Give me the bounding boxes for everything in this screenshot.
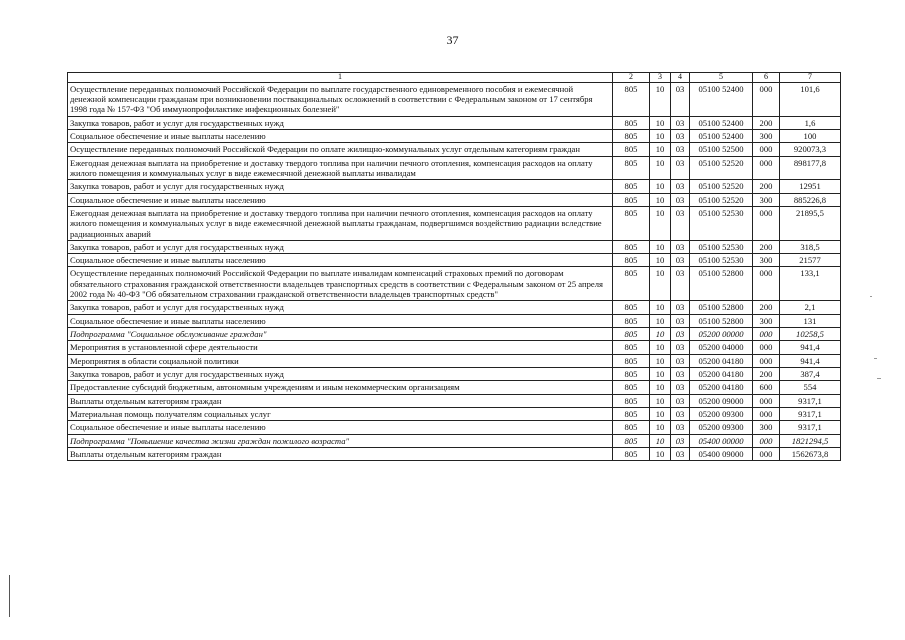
expense-type-cell: 300 <box>753 130 780 143</box>
amount-cell: 100 <box>780 130 841 143</box>
row-name-cell: Ежегодная денежная выплата на приобретение и доставку твердого топлива при наличии печного отопления, компенсация расходов на оплату жилого помещения и коммунальных услуг в виде ежемесячной денежной выплаты инвалидам <box>68 156 613 180</box>
grbs-code-cell: 805 <box>613 421 650 434</box>
subsection-code-cell: 03 <box>671 267 690 301</box>
grbs-code-cell: 805 <box>613 240 650 253</box>
target-article-cell: 05100 52800 <box>690 301 753 314</box>
subsection-code-cell: 03 <box>671 328 690 341</box>
table-row <box>68 156 841 180</box>
table-row <box>68 240 841 253</box>
target-article-cell: 05200 04180 <box>690 381 753 394</box>
subsection-code-cell: 03 <box>671 367 690 380</box>
amount-cell: 941,4 <box>780 354 841 367</box>
row-name-cell: Закупка товаров, работ и услуг для государственных нужд <box>68 240 613 253</box>
section-code-cell: 10 <box>650 407 671 420</box>
header-cell: 4 <box>671 73 690 83</box>
row-name-cell: Осуществление переданных полномочий Российской Федерации по выплате инвалидам компенсаций страховых премий по договорам обязательного страхования гражданской ответственности владельцев транспортных средств в соответствии с Федеральным законом от 25 апреля 2002 года № 40-ФЗ "Об обязательном страховании гражданской ответственности владельцев транспортных средств" <box>68 267 613 301</box>
section-code-cell: 10 <box>650 267 671 301</box>
subsection-code-cell: 03 <box>671 116 690 129</box>
section-code-cell: 10 <box>650 254 671 267</box>
amount-cell: 9317,1 <box>780 394 841 407</box>
table-row <box>68 421 841 434</box>
grbs-code-cell: 805 <box>613 367 650 380</box>
section-code-cell: 10 <box>650 367 671 380</box>
target-article-cell: 05200 09000 <box>690 394 753 407</box>
section-code-cell: 10 <box>650 314 671 327</box>
subsection-code-cell: 03 <box>671 394 690 407</box>
subsection-code-cell: 03 <box>671 193 690 206</box>
table-row <box>68 82 841 116</box>
scan-speck <box>874 358 877 359</box>
subsection-code-cell: 03 <box>671 254 690 267</box>
expense-type-cell: 200 <box>753 116 780 129</box>
row-name-cell: Мероприятия в области социальной политики <box>68 354 613 367</box>
amount-cell: 1562673,8 <box>780 447 841 460</box>
table-row <box>68 447 841 460</box>
amount-cell: 920073,3 <box>780 143 841 156</box>
row-name-cell: Закупка товаров, работ и услуг для государственных нужд <box>68 180 613 193</box>
expense-type-cell: 200 <box>753 301 780 314</box>
section-code-cell: 10 <box>650 341 671 354</box>
row-name-cell: Закупка товаров, работ и услуг для государственных нужд <box>68 367 613 380</box>
target-article-cell: 05100 52400 <box>690 82 753 116</box>
section-code-cell: 10 <box>650 447 671 460</box>
subsection-code-cell: 03 <box>671 240 690 253</box>
amount-cell: 387,4 <box>780 367 841 380</box>
row-name-cell: Ежегодная денежная выплата на приобретение и доставку твердого топлива при наличии печного отопления, компенсация расходов на оплату жилого помещения и коммунальных услуг в виде ежемесячной денежной выплаты гражданам, подвергшимся воздействию радиации вследствие радиационных аварий <box>68 206 613 240</box>
row-name-cell: Мероприятия в установленной сфере деятельности <box>68 341 613 354</box>
expense-type-cell: 000 <box>753 447 780 460</box>
row-name-cell: Социальное обеспечение и иные выплаты населению <box>68 314 613 327</box>
grbs-code-cell: 805 <box>613 341 650 354</box>
table-row <box>68 130 841 143</box>
expense-type-cell: 300 <box>753 421 780 434</box>
amount-cell: 318,5 <box>780 240 841 253</box>
section-code-cell: 10 <box>650 381 671 394</box>
target-article-cell: 05200 04000 <box>690 341 753 354</box>
target-article-cell: 05400 09000 <box>690 447 753 460</box>
subsection-code-cell: 03 <box>671 130 690 143</box>
row-name-cell: Выплаты отдельным категориям граждан <box>68 394 613 407</box>
target-article-cell: 05100 52520 <box>690 193 753 206</box>
subsection-code-cell: 03 <box>671 82 690 116</box>
section-code-cell: 10 <box>650 143 671 156</box>
expense-type-cell: 200 <box>753 367 780 380</box>
table-header-row <box>68 73 841 83</box>
grbs-code-cell: 805 <box>613 254 650 267</box>
subsection-code-cell: 03 <box>671 381 690 394</box>
table-row <box>68 180 841 193</box>
grbs-code-cell: 805 <box>613 447 650 460</box>
subsection-code-cell: 03 <box>671 354 690 367</box>
section-code-cell: 10 <box>650 421 671 434</box>
row-name-cell: Социальное обеспечение и иные выплаты населению <box>68 193 613 206</box>
target-article-cell: 05100 52530 <box>690 240 753 253</box>
scan-speck <box>870 296 872 297</box>
subsection-code-cell: 03 <box>671 206 690 240</box>
header-cell: 2 <box>613 73 650 83</box>
table-row <box>68 367 841 380</box>
row-name-cell: Осуществление переданных полномочий Российской Федерации по оплате жилищно-коммунальных услуг отдельным категориям граждан <box>68 143 613 156</box>
grbs-code-cell: 805 <box>613 354 650 367</box>
expense-type-cell: 600 <box>753 381 780 394</box>
section-code-cell: 10 <box>650 206 671 240</box>
expense-type-cell: 000 <box>753 328 780 341</box>
budget-table <box>67 72 841 461</box>
amount-cell: 941,4 <box>780 341 841 354</box>
subsection-code-cell: 03 <box>671 421 690 434</box>
row-name-cell: Закупка товаров, работ и услуг для государственных нужд <box>68 301 613 314</box>
subsection-code-cell: 03 <box>671 407 690 420</box>
table-row <box>68 254 841 267</box>
row-name-cell: Социальное обеспечение и иные выплаты населению <box>68 254 613 267</box>
expense-type-cell: 200 <box>753 240 780 253</box>
grbs-code-cell: 805 <box>613 143 650 156</box>
target-article-cell: 05200 04180 <box>690 354 753 367</box>
row-name-cell: Подпрограмма "Социальное обслуживание граждан" <box>68 328 613 341</box>
amount-cell: 885226,8 <box>780 193 841 206</box>
target-article-cell: 05200 00000 <box>690 328 753 341</box>
section-code-cell: 10 <box>650 130 671 143</box>
section-code-cell: 10 <box>650 354 671 367</box>
header-cell: 7 <box>780 73 841 83</box>
grbs-code-cell: 805 <box>613 193 650 206</box>
section-code-cell: 10 <box>650 301 671 314</box>
target-article-cell: 05100 52400 <box>690 116 753 129</box>
target-article-cell: 05200 09300 <box>690 421 753 434</box>
expense-type-cell: 000 <box>753 82 780 116</box>
expense-type-cell: 300 <box>753 254 780 267</box>
table-row <box>68 267 841 301</box>
table-row <box>68 407 841 420</box>
table-row <box>68 341 841 354</box>
subsection-code-cell: 03 <box>671 180 690 193</box>
grbs-code-cell: 805 <box>613 180 650 193</box>
row-name-cell: Подпрограмма "Повышение качества жизни граждан пожилого возраста" <box>68 434 613 447</box>
table-row <box>68 314 841 327</box>
amount-cell: 2,1 <box>780 301 841 314</box>
expense-type-cell: 000 <box>753 434 780 447</box>
grbs-code-cell: 805 <box>613 301 650 314</box>
table-row <box>68 143 841 156</box>
amount-cell: 131 <box>780 314 841 327</box>
section-code-cell: 10 <box>650 82 671 116</box>
expense-type-cell: 000 <box>753 206 780 240</box>
header-cell: 3 <box>650 73 671 83</box>
expense-type-cell: 000 <box>753 394 780 407</box>
section-code-cell: 10 <box>650 328 671 341</box>
section-code-cell: 10 <box>650 180 671 193</box>
expense-type-cell: 000 <box>753 341 780 354</box>
grbs-code-cell: 805 <box>613 116 650 129</box>
target-article-cell: 05100 52500 <box>690 143 753 156</box>
table-row <box>68 116 841 129</box>
target-article-cell: 05100 52520 <box>690 156 753 180</box>
target-article-cell: 05100 52530 <box>690 206 753 240</box>
amount-cell: 12951 <box>780 180 841 193</box>
row-name-cell: Социальное обеспечение и иные выплаты населению <box>68 421 613 434</box>
row-name-cell: Закупка товаров, работ и услуг для государственных нужд <box>68 116 613 129</box>
grbs-code-cell: 805 <box>613 82 650 116</box>
subsection-code-cell: 03 <box>671 156 690 180</box>
table-row <box>68 394 841 407</box>
expense-type-cell: 000 <box>753 267 780 301</box>
grbs-code-cell: 805 <box>613 407 650 420</box>
section-code-cell: 10 <box>650 240 671 253</box>
section-code-cell: 10 <box>650 156 671 180</box>
amount-cell: 9317,1 <box>780 407 841 420</box>
target-article-cell: 05100 52520 <box>690 180 753 193</box>
grbs-code-cell: 805 <box>613 434 650 447</box>
grbs-code-cell: 805 <box>613 206 650 240</box>
expense-type-cell: 000 <box>753 354 780 367</box>
table-row <box>68 328 841 341</box>
row-name-cell: Предоставление субсидий бюджетным, автономным учреждениям и иным некоммерческим организациям <box>68 381 613 394</box>
section-code-cell: 10 <box>650 116 671 129</box>
table-row <box>68 354 841 367</box>
target-article-cell: 05100 52800 <box>690 314 753 327</box>
target-article-cell: 05400 00000 <box>690 434 753 447</box>
section-code-cell: 10 <box>650 193 671 206</box>
row-name-cell: Материальная помощь получателям социальных услуг <box>68 407 613 420</box>
grbs-code-cell: 805 <box>613 130 650 143</box>
target-article-cell: 05100 52530 <box>690 254 753 267</box>
amount-cell: 101,6 <box>780 82 841 116</box>
row-name-cell: Социальное обеспечение и иные выплаты населению <box>68 130 613 143</box>
expense-type-cell: 300 <box>753 314 780 327</box>
table-row <box>68 301 841 314</box>
section-code-cell: 10 <box>650 434 671 447</box>
row-name-cell: Выплаты отдельным категориям граждан <box>68 447 613 460</box>
grbs-code-cell: 805 <box>613 267 650 301</box>
section-code-cell: 10 <box>650 394 671 407</box>
target-article-cell: 05200 04180 <box>690 367 753 380</box>
amount-cell: 898177,8 <box>780 156 841 180</box>
page-number: 37 <box>446 33 459 47</box>
amount-cell: 133,1 <box>780 267 841 301</box>
subsection-code-cell: 03 <box>671 301 690 314</box>
subsection-code-cell: 03 <box>671 434 690 447</box>
grbs-code-cell: 805 <box>613 328 650 341</box>
grbs-code-cell: 805 <box>613 381 650 394</box>
grbs-code-cell: 805 <box>613 314 650 327</box>
amount-cell: 10258,5 <box>780 328 841 341</box>
table-row <box>68 193 841 206</box>
amount-cell: 1,6 <box>780 116 841 129</box>
header-cell: 1 <box>68 73 613 83</box>
header-cell: 6 <box>753 73 780 83</box>
expense-type-cell: 000 <box>753 407 780 420</box>
header-cell: 5 <box>690 73 753 83</box>
row-name-cell: Осуществление переданных полномочий Российской Федерации по выплате государственного единовременного пособия и ежемесячной денежной компенсации гражданам при возникновении поствакцинальных осложнений в соответствии с Федеральным законом от 17 сентября 1998 года № 157-ФЗ "Об иммунопрофилактике инфекционных болезней" <box>68 82 613 116</box>
amount-cell: 554 <box>780 381 841 394</box>
grbs-code-cell: 805 <box>613 394 650 407</box>
target-article-cell: 05100 52800 <box>690 267 753 301</box>
expense-type-cell: 200 <box>753 180 780 193</box>
subsection-code-cell: 03 <box>671 341 690 354</box>
expense-type-cell: 000 <box>753 143 780 156</box>
target-article-cell: 05100 52400 <box>690 130 753 143</box>
table-row <box>68 206 841 240</box>
subsection-code-cell: 03 <box>671 314 690 327</box>
subsection-code-cell: 03 <box>671 143 690 156</box>
expense-type-cell: 300 <box>753 193 780 206</box>
scan-speck <box>877 378 881 379</box>
table-row <box>68 381 841 394</box>
subsection-code-cell: 03 <box>671 447 690 460</box>
target-article-cell: 05200 09300 <box>690 407 753 420</box>
grbs-code-cell: 805 <box>613 156 650 180</box>
amount-cell: 21577 <box>780 254 841 267</box>
scan-edge-line <box>9 575 10 617</box>
amount-cell: 21895,5 <box>780 206 841 240</box>
expense-type-cell: 000 <box>753 156 780 180</box>
amount-cell: 1821294,5 <box>780 434 841 447</box>
table-row <box>68 434 841 447</box>
amount-cell: 9317,1 <box>780 421 841 434</box>
